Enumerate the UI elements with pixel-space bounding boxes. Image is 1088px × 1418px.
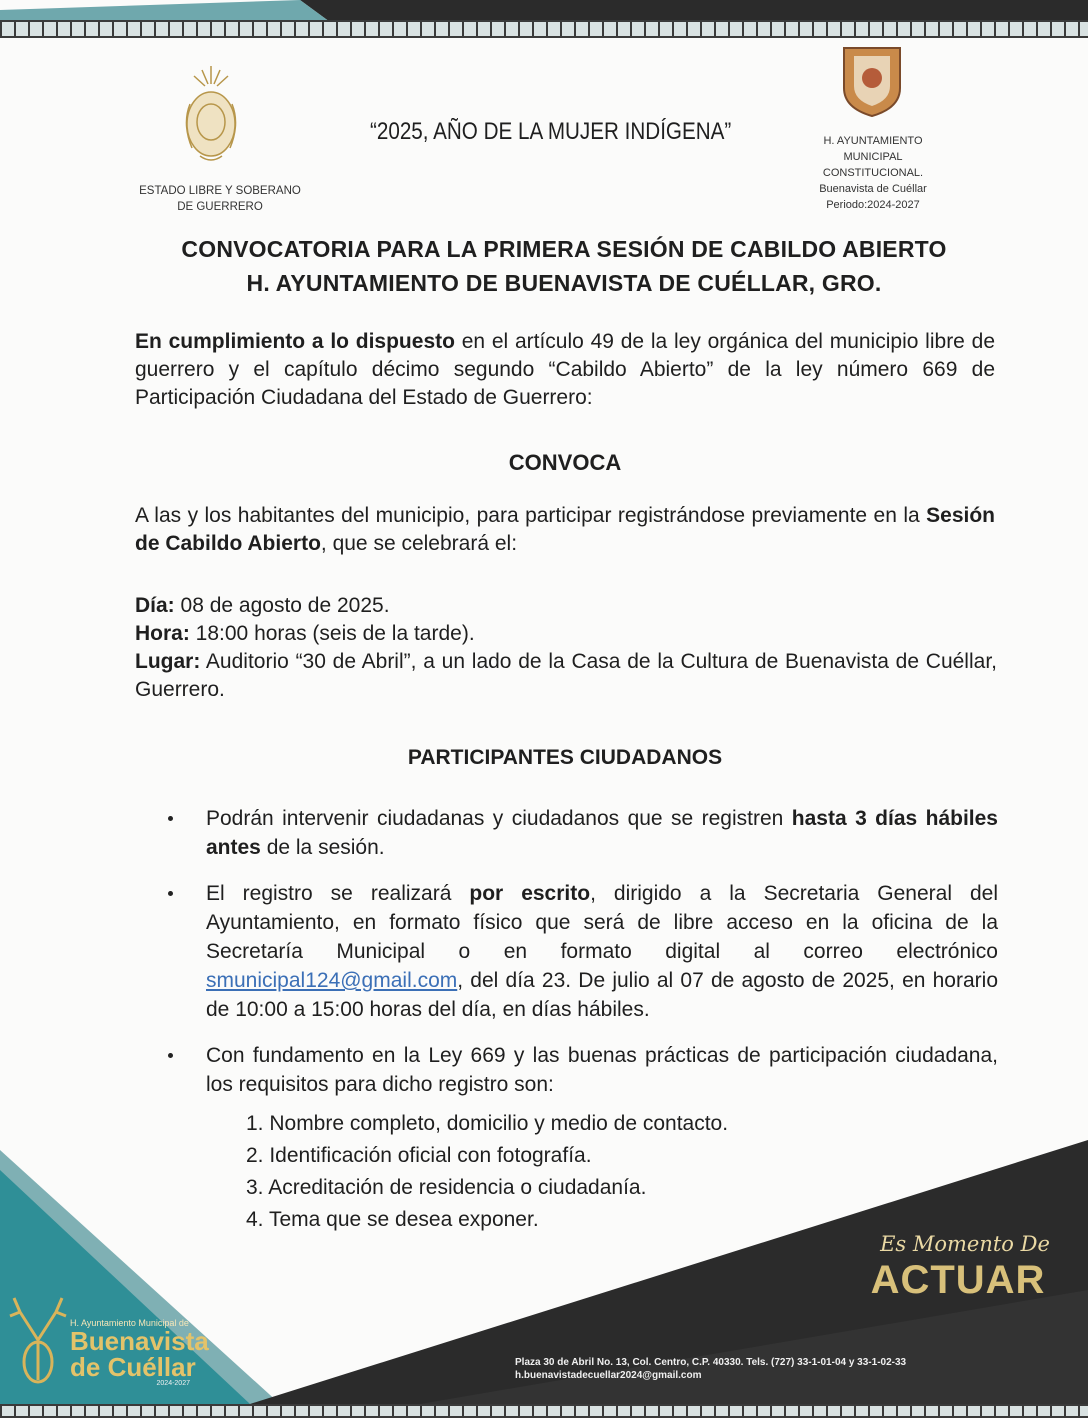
footer-logo-small: H. Ayuntamiento Municipal de <box>70 1318 189 1328</box>
top-decorative-band <box>0 0 1088 22</box>
greek-key-border-bottom <box>0 1404 1088 1418</box>
deer-logo-icon <box>8 1290 68 1390</box>
lugar-value: Auditorio “30 de Abril”, a un lado de la Casa de la Cultura de Buenavista de Cuéllar, Guerrero. <box>135 650 997 701</box>
footer-logo-text <box>70 1318 230 1387</box>
municipal-shield <box>840 44 904 118</box>
bullet-item-1 <box>206 804 998 862</box>
dia-label: Día: <box>135 594 175 617</box>
event-details <box>135 592 997 704</box>
detail-hora <box>135 620 997 648</box>
footer-logo-line2: de Cuéllar <box>70 1352 196 1382</box>
bullet-dot <box>168 1053 173 1058</box>
requirement-item-4: 4. Tema que se desea exponer. <box>246 1208 539 1231</box>
footer-logo-period: 2024-2027 <box>156 1380 190 1387</box>
motto: “2025, AÑO DE LA MUJER INDÍGENA” <box>370 118 732 145</box>
bullet2-text-a: El registro se realizará <box>206 882 470 905</box>
bullet1-text-b: de la sesión. <box>260 836 385 859</box>
convoca-text-bold: Sesión de Cabildo Abierto <box>135 504 995 555</box>
state-label-line1: ESTADO LIBRE Y SOBERANO <box>139 185 301 197</box>
dia-value: 08 de agosto de 2025. <box>174 594 390 617</box>
intro-bold: En cumplimiento a lo dispuesto <box>135 330 455 353</box>
requirement-item-1: 1. Nombre completo, domicilio y medio de contacto. <box>246 1112 729 1135</box>
footer-address-line: Plaza 30 de Abril No. 13, Col. Centro, C.P. 40330. Tels. (727) 33-1-01-04 y 33-1-02-33 <box>515 1357 907 1368</box>
convoca-paragraph <box>135 502 995 558</box>
footer-address <box>515 1356 985 1382</box>
lugar-label: Lugar: <box>135 650 201 673</box>
municipal-label-line4: Buenavista de Cuéllar <box>819 183 927 195</box>
bullet2-bold: por escrito <box>469 882 591 905</box>
guerrero-state-seal <box>178 62 244 166</box>
participants-heading: PARTICIPANTES CIUDADANOS <box>407 746 723 769</box>
email-link[interactable]: smunicipal124@gmail.com <box>206 969 458 992</box>
state-label <box>120 183 320 215</box>
bullet1-text-a: Podrán intervenir ciudadanas y ciudadanos que se registren <box>206 807 792 830</box>
bullet-dot <box>168 891 173 896</box>
detail-dia <box>135 592 997 620</box>
intro-text: en el artículo 49 de la ley orgánica del municipio libre de guerrero y el capítulo décimo segundo “Cabildo Abierto” de la ley número 669 de Participación Ciudadana del Estado de Guerrero: <box>135 330 995 409</box>
municipal-label-line2: MUNICIPAL <box>843 151 903 163</box>
requirement-item-2: 2. Identificación oficial con fotografía. <box>246 1144 592 1167</box>
slogan-script: Es Momento De <box>880 1232 1050 1256</box>
participants-list <box>206 804 998 1116</box>
document-title <box>60 232 1068 300</box>
municipal-label-line1: H. AYUNTAMIENTO <box>823 135 923 147</box>
hora-value: 18:00 horas (seis de la tarde). <box>189 622 475 645</box>
bullet2-text-b: , dirigido a la Secretaria General del Ayuntamiento, en formato físico que será de libre acceso en la oficina de la Secretaría Municipal o en formato digital al correo electrónico <box>206 882 999 963</box>
footer-email: h.buenavistadecuellar2024@gmail.com <box>515 1370 702 1381</box>
top-band-shape <box>0 0 1088 22</box>
municipal-label <box>786 133 960 213</box>
bullet-item-2 <box>206 879 998 1024</box>
bullet2-text-c: , del día 23. De julio al 07 de agosto de 2025, en horario de 10:00 a 15:00 horas del día, en días hábiles. <box>206 969 998 1021</box>
title-line2: H. AYUNTAMIENTO DE BUENAVISTA DE CUÉLLAR, GRO. <box>246 270 882 296</box>
detail-lugar <box>135 648 997 704</box>
municipal-label-line3: CONSTITUCIONAL. <box>822 167 924 179</box>
bullet-item-3 <box>206 1041 998 1099</box>
footer-logo-line1: Buenavista <box>70 1326 209 1356</box>
greek-key-border-top <box>0 20 1088 38</box>
state-label-line2: DE GUERRERO <box>177 201 263 213</box>
bullet3-text: Con fundamento en la Ley 669 y las buenas prácticas de participación ciudadana, los requisitos para dicho registro son: <box>206 1044 998 1096</box>
convoca-text-a: A las y los habitantes del municipio, para participar registrándose previamente en la <box>135 504 927 527</box>
municipal-label-line5: Periodo:2024-2027 <box>826 199 920 211</box>
bullet-dot <box>168 816 173 821</box>
requirement-item-3: 3. Acreditación de residencia o ciudadanía. <box>246 1176 647 1199</box>
hora-label: Hora: <box>135 622 190 645</box>
intro-paragraph <box>135 328 995 412</box>
slogan-main: ACTUAR <box>870 1258 1046 1302</box>
title-line1: CONVOCATORIA PARA LA PRIMERA SESIÓN DE CABILDO ABIERTO <box>181 236 947 262</box>
bullet1-bold: hasta 3 días hábiles antes <box>206 807 998 859</box>
convoca-text-b: , que se celebrará el: <box>320 532 518 555</box>
convoca-heading: CONVOCA <box>508 450 622 475</box>
